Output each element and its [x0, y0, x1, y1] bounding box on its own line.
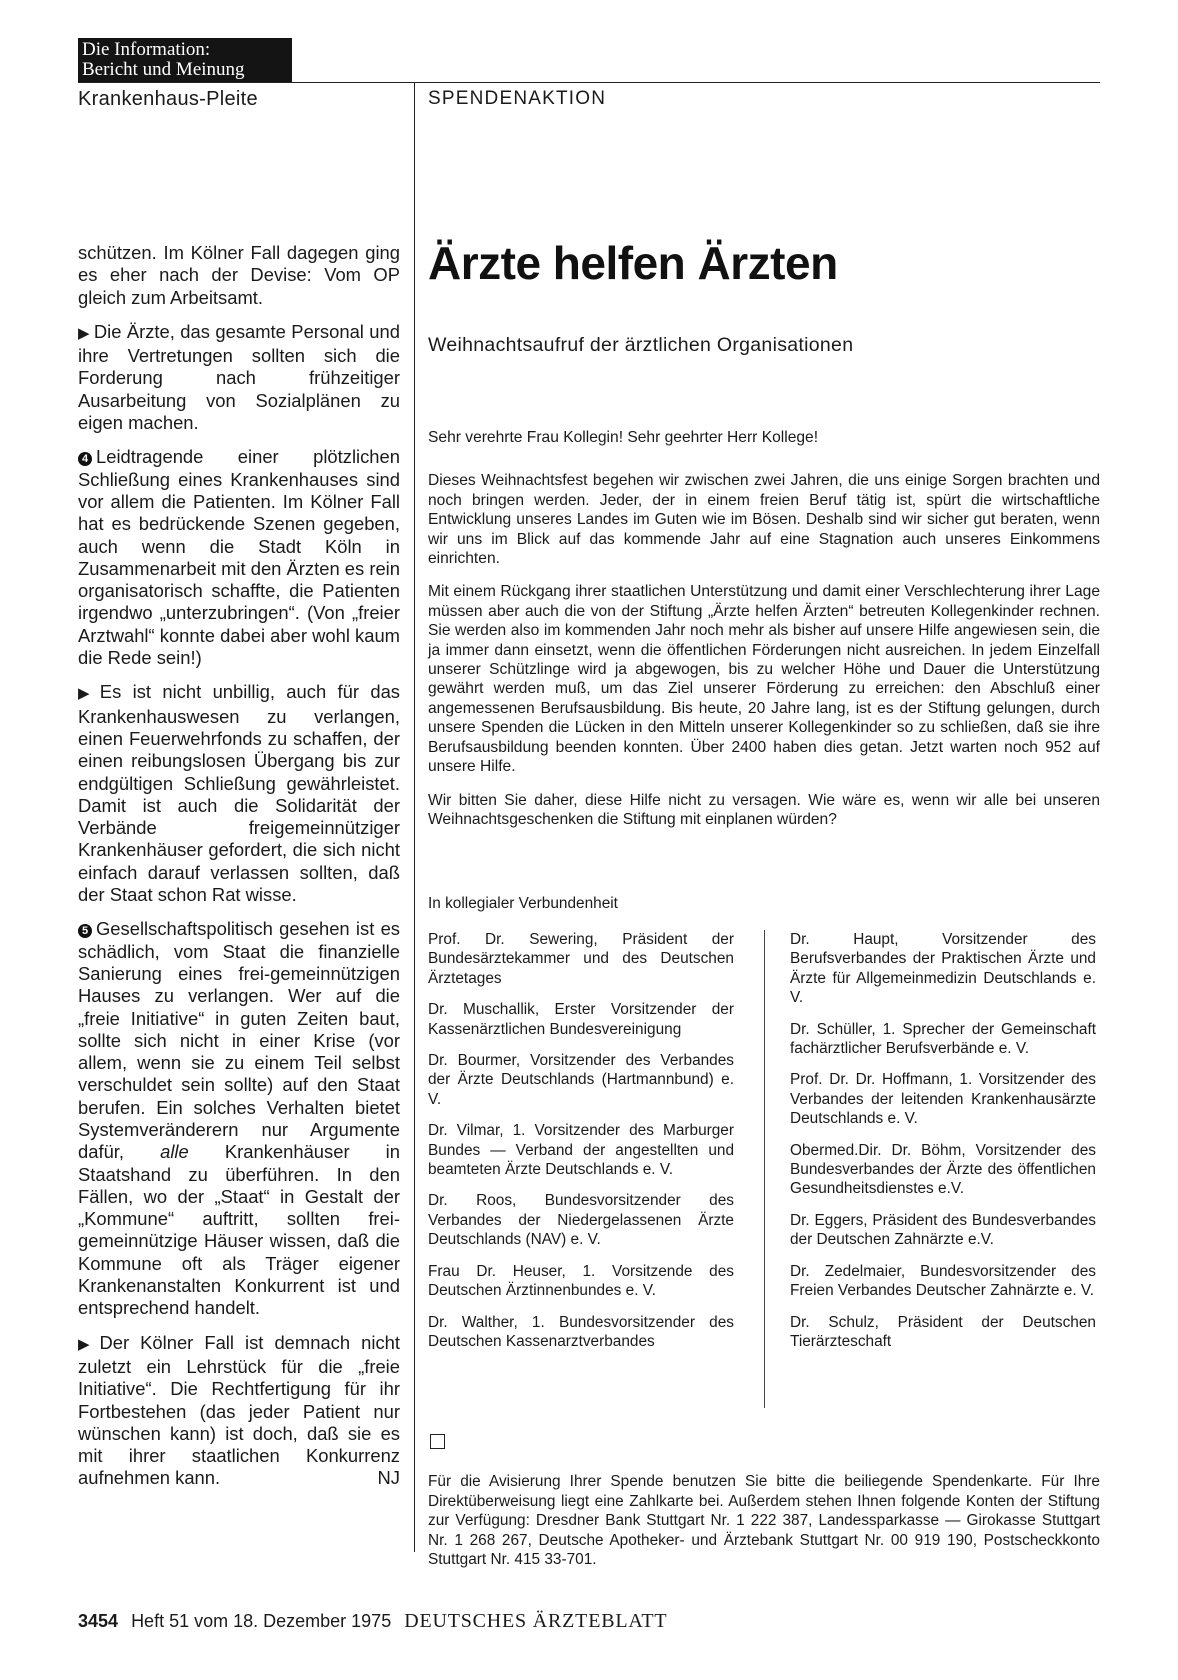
- page-number: 3454: [78, 1611, 119, 1631]
- signatory-item: Dr. Haupt, Vorsitzender des Berufsverbandes der Praktischen Ärzte und Ärzte für Allgemeinmedizin Deutschlands e. V.: [790, 931, 1096, 1007]
- issue-info: Heft 51 vom 18. Dezember 1975: [131, 1611, 392, 1631]
- donation-note: Für die Avisierung Ihrer Spende benutzen Sie bitte die beiliegende Spendenkarte. Für Ihre Direktüberweisung liegt eine Zahlkarte bei. Außerdem stehen Ihnen folgende Konten der Stiftung zur Verfügung: Dresdner Bank Stuttgart Nr. 1 222 387, Landessparkasse — Girokasse Stuttgart Nr. 1 268 267, Deutsche Apotheker- und Ärztebank Stuttgart Nr. 00 919 190, Postscheckkonto Stuttgart Nr. 415 33-701.: [428, 1473, 1100, 1569]
- signatory-item: Dr. Schulz, Präsident der Deutschen Tierärzteschaft: [790, 1313, 1096, 1350]
- triangle-bullet-icon: ▶: [78, 324, 90, 342]
- number-4-icon: 4: [78, 452, 92, 466]
- article-paragraph-2: Mit einem Rückgang ihrer staatlichen Unterstützung und damit einer Verschlechterung ihrer Lage müssen aber auch die von der Stiftung „Ärzte helfen Ärzten“ betreuten Kollegenkinder rechnen. Sie werden also im kommenden Jahr noch mehr als bisher auf unsere Hilfe angewiesen sein, die ja immer dann einsetzt, wenn die öffentlichen Förderungen nicht ausreichen. In jedem Einzelfall unserer Schützlinge wird ja abgewogen, bis zu welcher Höhe und Dauer die Unterstützung gewährt werden muß, um das Ziel unserer Förderung zu erreichen: den Abschluß einer angemessenen Berufsausbildung. Bis heute, 20 Jahre lang, ist es der Stiftung gelungen, durch unsere Spenden die Lücken in den Mitteln unserer Kollegenkinder so zu schließen, daß sie ihre Berufsausbildung beenden konnten. Über 2400 haben dies getan. Jetzt warten noch 952 auf unsere Hilfe.: [428, 583, 1100, 776]
- left-column: [78, 242, 400, 1502]
- left-paragraph-6-text: Der Kölner Fall ist demnach nicht zuletzt ein Lehrstück für die „freie Initiative“. Die Rechtfertigung für ihr Fortbestehen (das jeder Patient nur wünschen kann) ist doch, daß sie es mit ihrer staatlichen Konkurrenz aufnehmen kann.: [78, 1331, 400, 1489]
- signatory-item: Dr. Muschallik, Erster Vorsitzender der Kassenärztlichen Bundesvereinigung: [428, 1001, 734, 1038]
- publication-name: DEUTSCHES ÄRZTEBLATT: [404, 1610, 668, 1632]
- left-paragraph-4-text: Es ist nicht unbillig, auch für das Krankenhauswesen zu verlangen, einen Feuerwehrfonds zu schaffen, der einen reibungslosen Übergang bis zur endgültigen Schließung gewährleistet. Damit ist auch die Solidarität der Verbände freigemeinnütziger Krankenhäuser gefordert, die sich nicht einfach darauf verlassen sollten, daß der Staat schon Rat wisse.: [78, 681, 400, 906]
- left-paragraph-2-text: Die Ärzte, das gesamte Personal und ihre Vertretungen sollten sich die Forderung nach frühzeitiger Ausarbeitung von Sozialplänen zu eigen machen.: [78, 320, 400, 434]
- signatory-item: Dr. Bourmer, Vorsitzender des Verbandes der Ärzte Deutschlands (Hartmannbund) e. V.: [428, 1052, 734, 1108]
- signatory-item: Dr. Roos, Bundesvorsitzender des Verbandes der Niedergelassenen Ärzte Deutschlands (NAV) e. V.: [428, 1192, 734, 1249]
- signatory-item: Dr. Vilmar, 1. Vorsitzender des Marburger Bundes — Verband der angestellten und beamteten Ärzte Deutschlands e. V.: [428, 1122, 734, 1179]
- signatory-item: Prof. Dr. Dr. Hoffmann, 1. Vorsitzender des Verbandes der leitenden Krankenhausärzte Deutschlands e. V.: [790, 1071, 1096, 1128]
- number-5-icon: 5: [78, 924, 92, 938]
- left-paragraph-3: [78, 446, 400, 669]
- left-paragraph-5-text-b: Krankenhäuser in Staatshand zu überführen. In den Fällen, wo der „Staat“ in Gestalt der „Kommune“ auftritt, sollten frei-gemeinnützige Häuser wissen, daß die Kommune oft als Träger eigener Krankenanstalten Konkurrent ist und entsprechend handelt.: [78, 1141, 400, 1319]
- signatory-item: Dr. Zedelmaier, Bundesvorsitzender des Freien Verbandes Deutscher Zahnärzte e. V.: [790, 1262, 1096, 1300]
- signatories-left: [428, 930, 734, 1363]
- triangle-bullet-icon: ▶: [78, 1335, 96, 1353]
- left-paragraph-5-text-a: Gesellschaftspolitisch gesehen ist es schädlich, vom Staat die finanzielle Sanierung eines frei-gemeinnützigen Hauses zu verlangen. Wer auf die „freie Initiative“ in guten Zeiten baut, sollte sich nicht in einer Krise (vor allem, wenn sie zu einem Teil selbst verschuldet sein sollte) auf den Staat berufen. Ein solches Verhalten bietet Systemveränderern nur Argumente dafür,: [78, 918, 400, 1163]
- article-paragraph-1: Dieses Weihnachtsfest begehen wir zwischen zwei Jahren, die uns einige Sorgen brachten und noch bringen werden. Jeder, der in einem freien Beruf tätig ist, spürt die wirtschaftliche Entwicklung unseres Landes im Guten wie im Bösen. Deshalb sind wir sicher gut beraten, wenn wir uns im Blick auf das kommende Jahr auf eine Stagnation auch unseres Einkommens einrichten.: [428, 472, 1100, 568]
- masthead-box: [78, 38, 292, 83]
- article-greeting: Sehr verehrte Frau Kollegin! Sehr geehrter Herr Kollege!: [428, 429, 819, 446]
- article-paragraph-3: Wir bitten Sie daher, diese Hilfe nicht zu versagen. Wie wäre es, wenn wir alle bei unseren Weihnachtsgeschenken die Stiftung mit einplanen würden?: [428, 791, 1100, 828]
- checkbox-square-icon: [430, 1434, 445, 1449]
- page-footer: [78, 1610, 667, 1633]
- left-paragraph-3-text: Leidtragende einer plötzlichen Schließung eines Krankenhauses sind vor allem die Patienten. Im Kölner Fall hat es bedrückende Szenen gegeben, auch wenn die Stadt Köln in Zusammenarbeit mit den Ärzten es rein organisatorisch schaffte, die Patienten irgendwo „unterzubringen“. (Von „freier Arztwahl“ konnte dabei aber wohl kaum die Rede sein!): [78, 446, 401, 669]
- signatory-item: Prof. Dr. Sewering, Präsident der Bundesärztekammer und des Deutschen Ärztetages: [428, 931, 734, 987]
- signatory-item: Frau Dr. Heuser, 1. Vorsitzende des Deutschen Ärztinnenbundes e. V.: [428, 1262, 734, 1300]
- article-subheadline: Weihnachtsaufruf der ärztlichen Organisationen: [428, 334, 854, 356]
- section-label-right: SPENDENAKTION: [428, 88, 607, 109]
- signatory-item: Dr. Schüller, 1. Sprecher der Gemeinschaft fachärztlicher Berufsverbände e. V.: [790, 1020, 1096, 1058]
- column-divider: [414, 82, 415, 1552]
- left-paragraph-5-emphasis: alle: [160, 1141, 189, 1163]
- left-paragraph-1: schützen. Im Kölner Fall dagegen ging es eher nach der Devise: Vom OP gleich zum Arbeitsamt.: [78, 242, 400, 308]
- signatory-item: Dr. Eggers, Präsident des Bundesverbandes der Deutschen Zahnärzte e.V.: [790, 1211, 1096, 1249]
- signatory-item: Dr. Walther, 1. Bundesvorsitzender des Deutschen Kassenarztverbandes: [428, 1313, 734, 1350]
- signatory-item: Obermed.Dir. Dr. Böhm, Vorsitzender des Bundesverbandes der Ärzte des öffentlichen Gesundheitsdienstes e.V.: [790, 1141, 1096, 1198]
- signatories-divider: [764, 930, 765, 1408]
- left-paragraph-5: [78, 918, 400, 1319]
- section-label-left: Krankenhaus-Pleite: [78, 88, 258, 110]
- left-paragraph-4: [78, 681, 400, 906]
- masthead-line-1: Die Information:: [82, 39, 211, 60]
- signatories-right: [790, 930, 1096, 1363]
- masthead-line-2: Bericht und Meinung: [82, 59, 245, 80]
- article-closing: In kollegialer Verbundenheit: [428, 895, 618, 912]
- left-paragraph-6: [78, 1332, 400, 1490]
- author-signoff: NJ: [377, 1467, 400, 1489]
- left-paragraph-2: [78, 321, 400, 434]
- triangle-bullet-icon: ▶: [78, 685, 96, 703]
- top-rule: [78, 82, 1100, 83]
- article-headline: Ärzte helfen Ärzten: [428, 237, 838, 289]
- article-body: [428, 428, 1100, 843]
